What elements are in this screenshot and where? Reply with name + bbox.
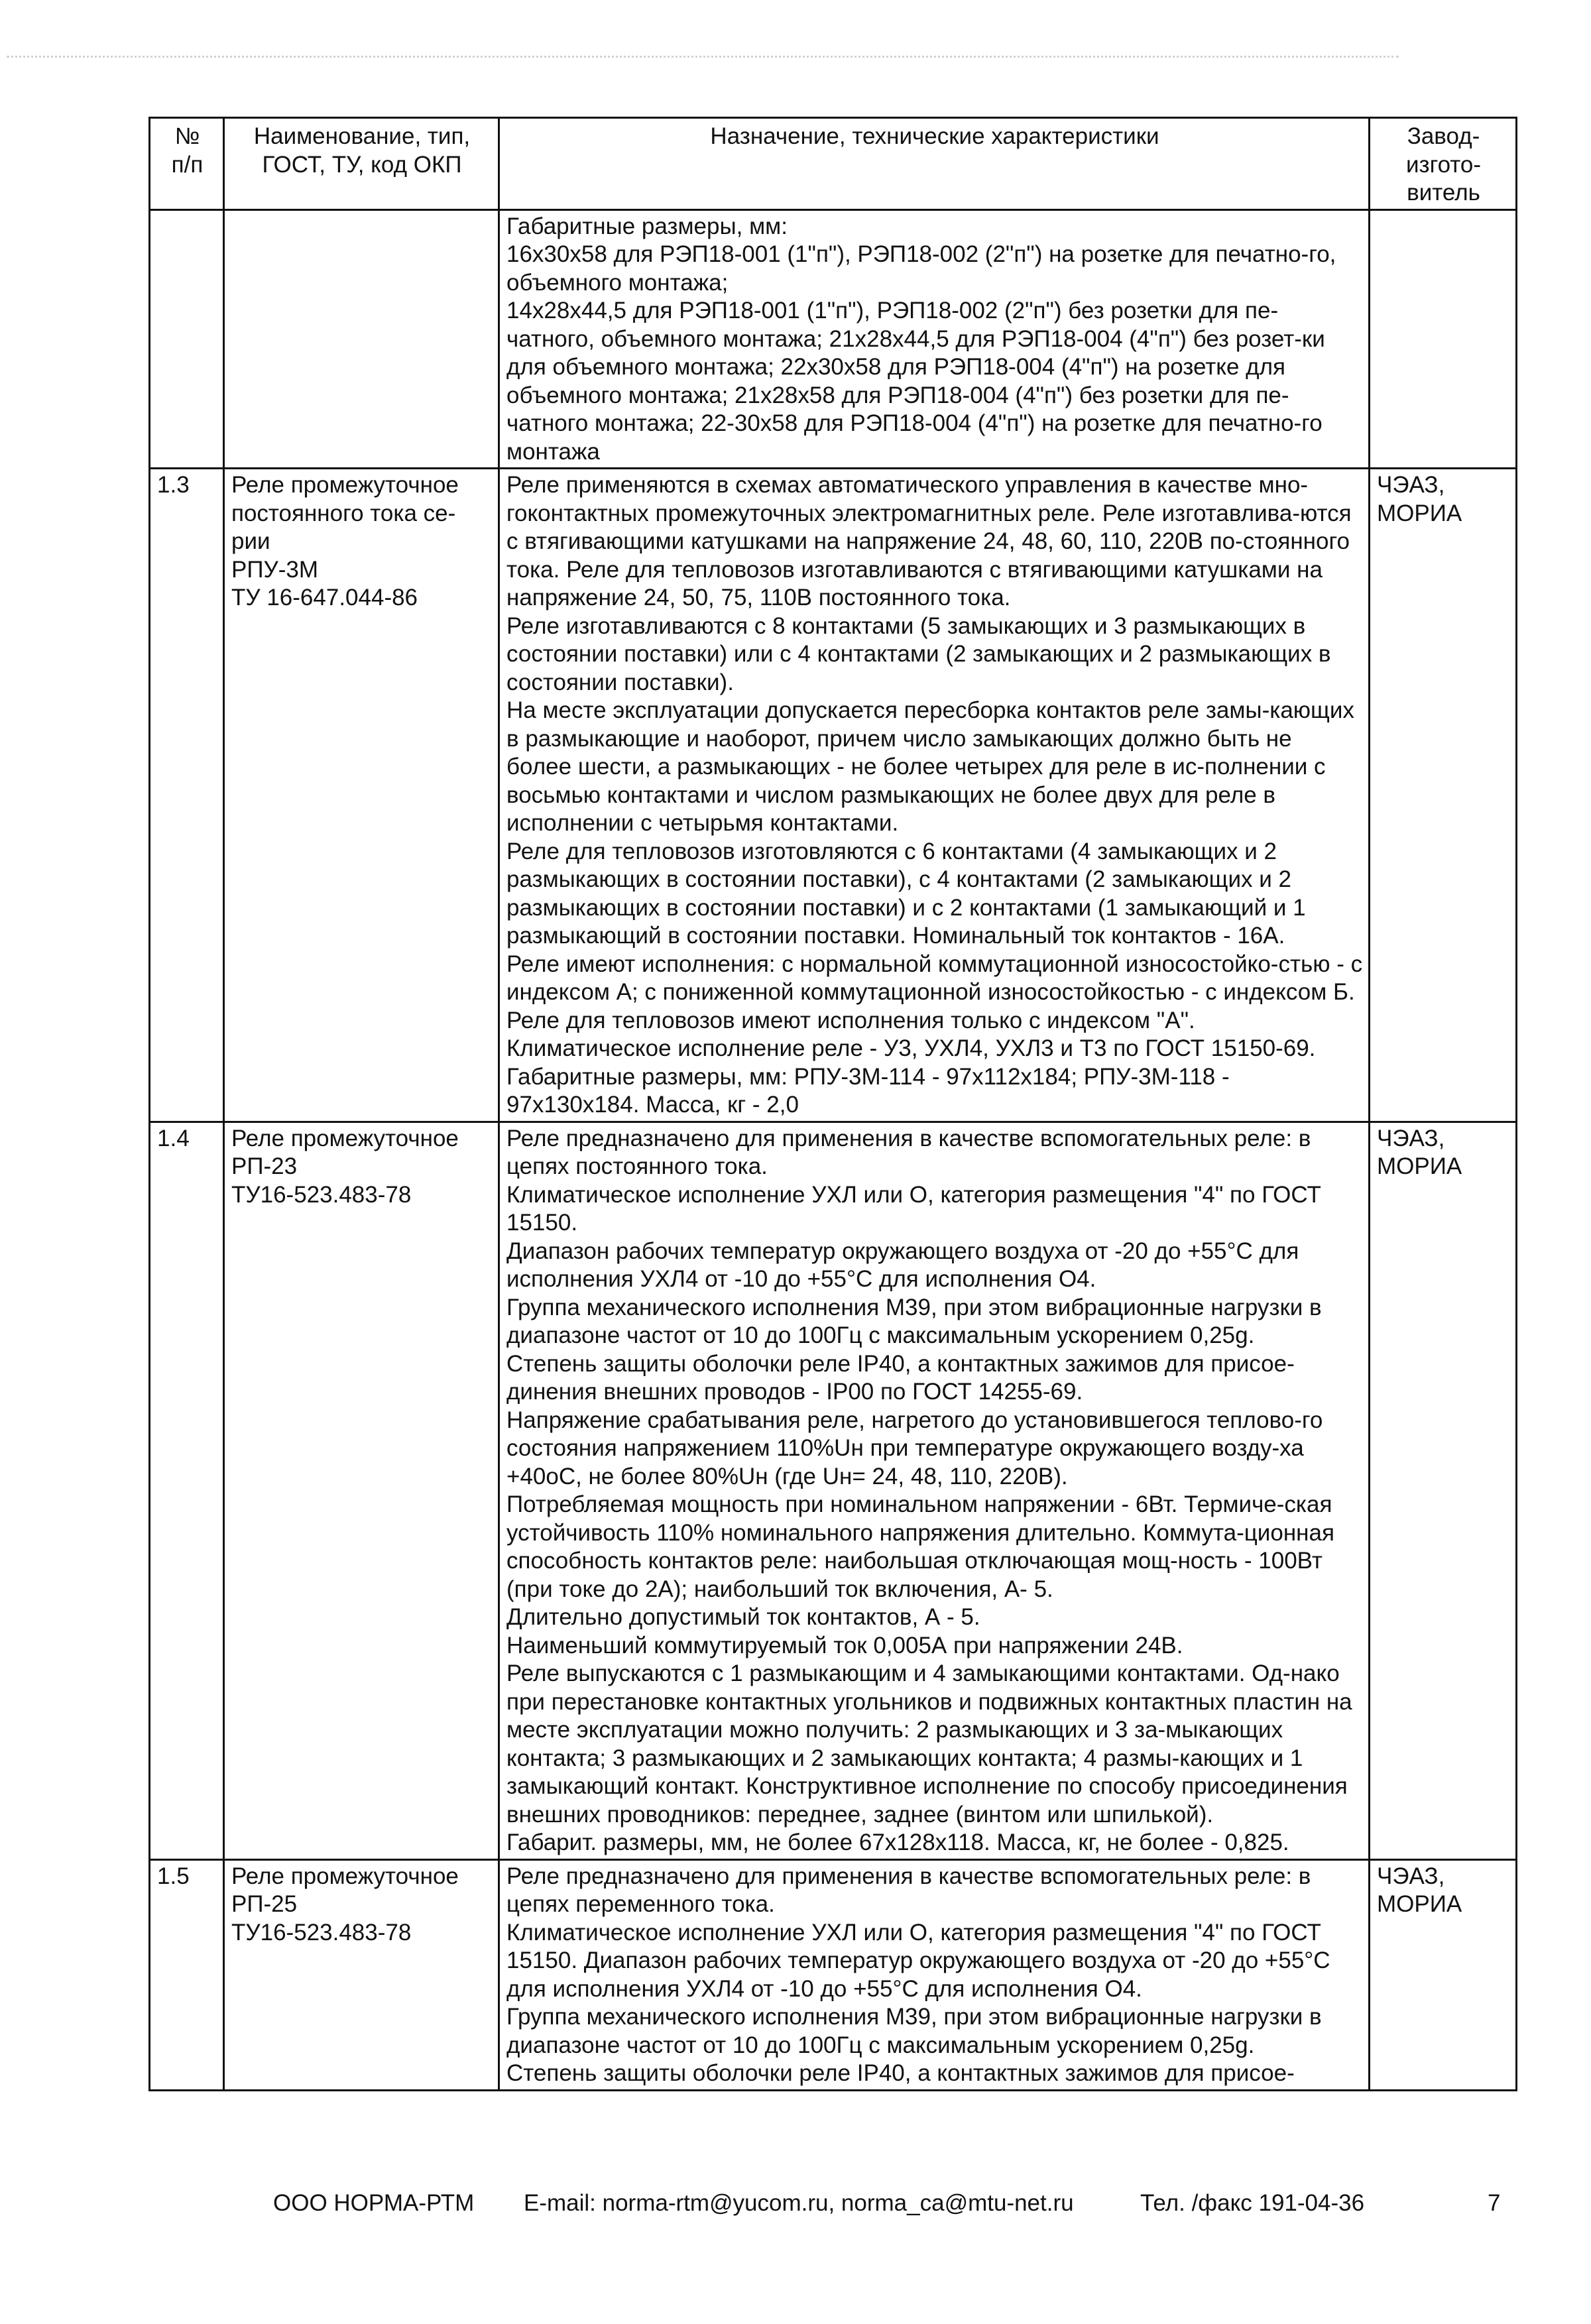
spec-paragraph: Реле выпускаются с 1 размыкающим и 4 замыкающими контактами. Од-нако при перестановке контактных угольников и подвижных контактных пластин на месте эксплуатации можно получить: 2 размыкающих и 3 за-мыкающих контакта; 3 размыкающих и 2 замыкающих контакта; 4 размы-кающих и 1 замыкающий контакт. Конструктивное исполнение по способу присоединения внешних проводников: переднее, заднее (винтом или шпилькой). bbox=[506, 1660, 1352, 1828]
footer-company: ООО НОРМА-РТМ bbox=[273, 2190, 475, 2216]
spec-paragraph: Степень защиты оболочки реле IP40, а контактных зажимов для присое-динения внешних проводов - IP00 по ГОСТ 14255-69. bbox=[506, 1350, 1295, 1405]
page-number: 7 bbox=[1488, 2190, 1501, 2216]
table-header-row bbox=[150, 118, 1517, 210]
row-number: 1.3 bbox=[150, 469, 224, 1122]
footer-phone: Тел. /факс 191-04-36 bbox=[1140, 2190, 1365, 2216]
spec-paragraph: На месте эксплуатации допускается пересборка контактов реле замы-кающих в размыкающие и наоборот, причем число замыкающих должно быть не более шести, а размыкающих - не более четырех для реле в ис-полнении с восьмью контактами и числом размыкающих не более двух для реле в исполнении с четырьмя контактами. bbox=[506, 697, 1354, 836]
row-manufacturer: ЧЭАЗ, МОРИА bbox=[1370, 469, 1517, 1122]
spec-paragraph: Климатическое исполнение УХЛ или О, категория размещения "4" по ГОСТ 15150. Диапазон рабочих температур окружающего воздуха от -20 до +55°С для исполнения УХЛ4 от -10 до +55°С для исполнения О4. bbox=[506, 1919, 1330, 2002]
row-spec bbox=[499, 469, 1370, 1122]
row-spec bbox=[499, 209, 1370, 469]
spec-paragraph: Реле предназначено для применения в качестве вспомогательных реле: в цепях переменного тока. bbox=[506, 1863, 1311, 1917]
spec-paragraph: Реле имеют исполнения: с нормальной коммутационной износостойко-стью - с индексом А; с пониженной коммутационной износостойкостью - с индексом Б. Реле для тепловозов имеют исполнения только с индексом "А". Климатическое исполнение реле - У3, УХЛ4, УХЛ3 и Т3 по ГОСТ 15150-69. Габаритные размеры, мм: РПУ-3М-114 - 97х112х184; РПУ-3М-118 - 97х130х184. Масса, кг - 2,0 bbox=[506, 951, 1363, 1118]
row-number: 1.5 bbox=[150, 1859, 224, 2090]
header-number: № п/п bbox=[150, 118, 224, 210]
header-manufacturer: Завод- изгото- витель bbox=[1370, 118, 1517, 210]
spec-paragraph: Потребляемая мощность при номинальном напряжении - 6Вт. Термиче-ская устойчивость 110% номинального напряжения длительно. Коммута-ционная способность контактов реле: наибольшая отключающая мощ-ность - 100Вт (при токе до 2А); наибольший ток включения, А- 5. bbox=[506, 1491, 1334, 1602]
spec-paragraph: Габаритные размеры, мм: bbox=[506, 213, 788, 239]
spec-paragraph: Группа механического исполнения М39, при этом вибрационные нагрузки в диапазоне частот от 10 до 100Гц с максимальным ускорением 0,25g. bbox=[506, 2004, 1322, 2058]
spec-paragraph: Наименьший коммутируемый ток 0,005А при напряжении 24В. bbox=[506, 1632, 1183, 1658]
spec-paragraph: Длительно допустимый ток контактов, А - 5. bbox=[506, 1604, 980, 1630]
spec-paragraph: Напряжение срабатывания реле, нагретого до установившегося теплово-го состояния напряжением 110%Uн при температуре окружающего возду-ха +40оС, не более 80%Uн (где Uн= 24, 48, 110, 220В). bbox=[506, 1407, 1323, 1489]
page-footer bbox=[273, 2190, 1519, 2223]
spec-paragraph: Реле изготавливаются с 8 контактами (5 замыкающих и 3 размыкающих в состоянии поставки) или с 4 контактами (2 замыкающих и 2 размыкающих в состоянии поставки). bbox=[506, 612, 1331, 695]
table-row bbox=[150, 1859, 1517, 2090]
footer-emails: E-mail: norma-rtm@yucom.ru, norma_ca@mtu-net.ru bbox=[524, 2190, 1074, 2216]
spec-paragraph: Климатическое исполнение УХЛ или О, категория размещения "4" по ГОСТ 15150. bbox=[506, 1181, 1321, 1236]
header-name: Наименование, тип, ГОСТ, ТУ, код ОКП bbox=[224, 118, 499, 210]
spec-paragraph: Габарит. размеры, мм, не более 67х128х118. Масса, кг, не более - 0,825. bbox=[506, 1830, 1289, 1855]
row-number: 1.4 bbox=[150, 1122, 224, 1859]
row-manufacturer: ЧЭАЗ, МОРИА bbox=[1370, 1859, 1517, 2090]
spec-paragraph: Реле для тепловозов изготовляются с 6 контактами (4 замыкающих и 2 размыкающих в состоянии поставки), с 4 контактами (2 замыкающих и 2 размыкающих в состоянии поставки) и с 2 контактами (1 замыкающий и 1 размыкающий в состоянии поставки. Номинальный ток контактов - 16А. bbox=[506, 838, 1306, 949]
row-number bbox=[150, 209, 224, 469]
row-spec bbox=[499, 1859, 1370, 2090]
spec-paragraph: 16х30х58 для РЭП18-001 (1"п"), РЭП18-002 (2"п") на розетке для печатно-го, объемного монтажа; bbox=[506, 241, 1336, 296]
row-manufacturer bbox=[1370, 209, 1517, 469]
table-row bbox=[150, 469, 1517, 1122]
scan-artifact-line bbox=[7, 56, 1399, 67]
table-row bbox=[150, 1122, 1517, 1859]
row-name: Реле промежуточное постоянного тока се- рии РПУ-3М ТУ 16-647.044-86 bbox=[224, 469, 499, 1122]
row-manufacturer: ЧЭАЗ, МОРИА bbox=[1370, 1122, 1517, 1859]
header-spec: Назначение, технические характеристики bbox=[499, 118, 1370, 210]
spec-paragraph: Степень защиты оболочки реле IP40, а контактных зажимов для присое- bbox=[506, 2060, 1295, 2086]
relay-spec-table bbox=[148, 117, 1517, 2091]
spec-paragraph: Диапазон рабочих температур окружающего воздуха от -20 до +55°С для исполнения УХЛ4 от -10 до +55°С для исполнения О4. bbox=[506, 1238, 1299, 1292]
spec-paragraph: Реле предназначено для применения в качестве вспомогательных реле: в цепях постоянного тока. bbox=[506, 1125, 1311, 1179]
row-name: Реле промежуточное РП-25 ТУ16-523.483-78 bbox=[224, 1859, 499, 2090]
row-spec bbox=[499, 1122, 1370, 1859]
row-name: Реле промежуточное РП-23 ТУ16-523.483-78 bbox=[224, 1122, 499, 1859]
row-name bbox=[224, 209, 499, 469]
spec-paragraph: Реле применяются в схемах автоматического управления в качестве мно-гоконтактных промежуточных электромагнитных реле. Реле изготавлива-ются с втягивающими катушками на напряжение 24, 48, 60, 110, 220В по-стоянного тока. Реле для тепловозов изготавливаются с втягивающими катушками на напряжение 24, 50, 75, 110В постоянного тока. bbox=[506, 472, 1352, 610]
table-row bbox=[150, 209, 1517, 469]
spec-paragraph: 14х28х44,5 для РЭП18-001 (1"п"), РЭП18-002 (2"п") без розетки для пе-чатного, объемного монтажа; 21х28х44,5 для РЭП18-004 (4"п") без розет-ки для объемного монтажа; 22х30х58 для РЭП18-004 (4"п") на розетке для объемного монтажа; 21х28х58 для РЭП18-004 (4"п") без розетки для пе-чатного монтажа; 22-30х58 для РЭП18-004 (4"п") на розетке для печатно-го монтажа bbox=[506, 298, 1325, 465]
spec-paragraph: Группа механического исполнения М39, при этом вибрационные нагрузки в диапазоне частот от 10 до 100Гц с максимальным ускорением 0,25g. bbox=[506, 1294, 1322, 1348]
